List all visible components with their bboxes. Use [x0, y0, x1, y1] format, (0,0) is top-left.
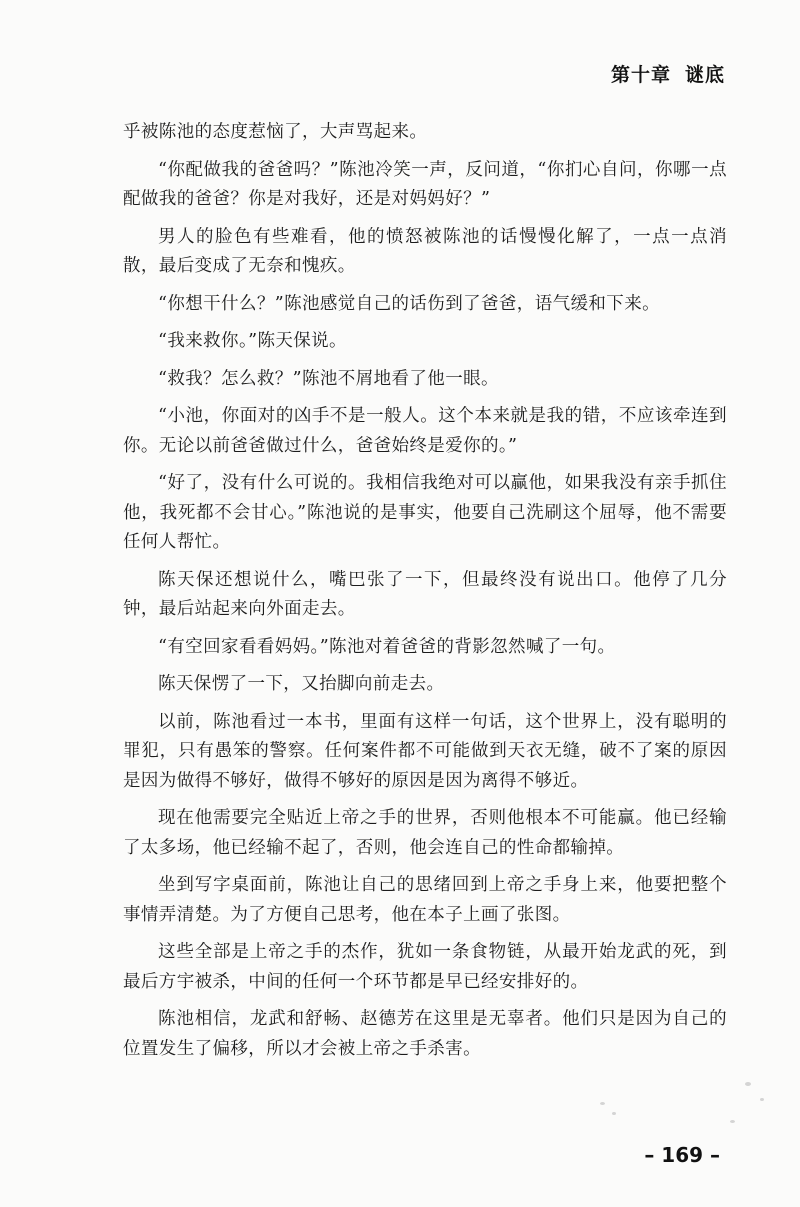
running-head [611, 60, 725, 87]
paragraph: 坐到写字桌面前，陈池让自己的思绪回到上帝之手身上来，他要把整个事情弄清楚。为了方便自己思考，他在本子上画了张图。 [123, 875, 727, 925]
paragraph: 陈池相信，龙武和舒畅、赵德芳在这里是无辜者。他们只是因为自己的位置发生了偏移，所以才会被上帝之手杀害。 [123, 1009, 727, 1059]
scan-speckle [745, 1082, 751, 1086]
paragraph: “小池，你面对的凶手不是一般人。这个本来就是我的错，不应该牵连到你。无论以前爸爸做过什么，爸爸始终是爱你的。” [123, 406, 727, 456]
paragraph: “我来救你。”陈天保说。 [158, 331, 347, 351]
paragraph: 乎被陈池的态度惹恼了，大声骂起来。 [123, 122, 428, 142]
paragraph: 男人的脸色有些难看，他的愤怒被陈池的话慢慢化解了，一点一点消散，最后变成了无奈和愧疚。 [123, 226, 727, 276]
paragraph: “你想干什么？”陈池感觉自己的话伤到了爸爸，语气缓和下来。 [158, 293, 660, 314]
chapter-title: 谜底 [684, 64, 725, 86]
scan-speckle [600, 1102, 605, 1105]
paragraph: “好了，没有什么可说的。我相信我绝对可以赢他，如果我没有亲手抓住他，我死都不会甘心。”陈池说的是事实，他要自己洗刷这个屈辱，他不需要任何人帮忙。 [123, 473, 727, 552]
body-text [123, 118, 727, 1072]
paragraph: “你配做我的爸爸吗？”陈池冷笑一声，反问道，“你扪心自问，你哪一点配做我的爸爸？你是对我好，还是对妈妈好？” [123, 159, 727, 209]
page-number: – 169 – [644, 1143, 720, 1167]
scan-speckle [612, 1112, 616, 1115]
chapter-number: 第十章 [610, 64, 671, 86]
paragraph: 以前，陈池看过一本书，里面有这样一句话，这个世界上，没有聪明的罪犯，只有愚笨的警察。任何案件都不可能做到天衣无缝，破不了案的原因是因为做得不够好，做得不够好的原因是因为离得不够近。 [123, 711, 727, 791]
paragraph: 现在他需要完全贴近上帝之手的世界，否则他根本不可能赢。他已经输了太多场，他已经输不起了，否则，他会连自己的性命都输掉。 [123, 808, 727, 858]
paragraph: “有空回家看看妈妈。”陈池对着爸爸的背影忽然喊了一句。 [158, 636, 616, 657]
paragraph: 陈天保愣了一下，又抬脚向前走去。 [158, 674, 445, 694]
scan-speckle [760, 1098, 764, 1101]
paragraph: “救我？怎么救？”陈池不屑地看了他一眼。 [158, 368, 499, 389]
paragraph: 陈天保还想说什么，嘴巴张了一下，但最终没有说出口。他停了几分钟，最后站起来向外面走去。 [123, 569, 727, 619]
paragraph: 这些全部是上帝之手的杰作，犹如一条食物链，从最开始龙武的死，到最后方宇被杀，中间的任何一个环节都是早已经安排好的。 [123, 942, 727, 992]
scan-speckle [730, 1120, 735, 1123]
